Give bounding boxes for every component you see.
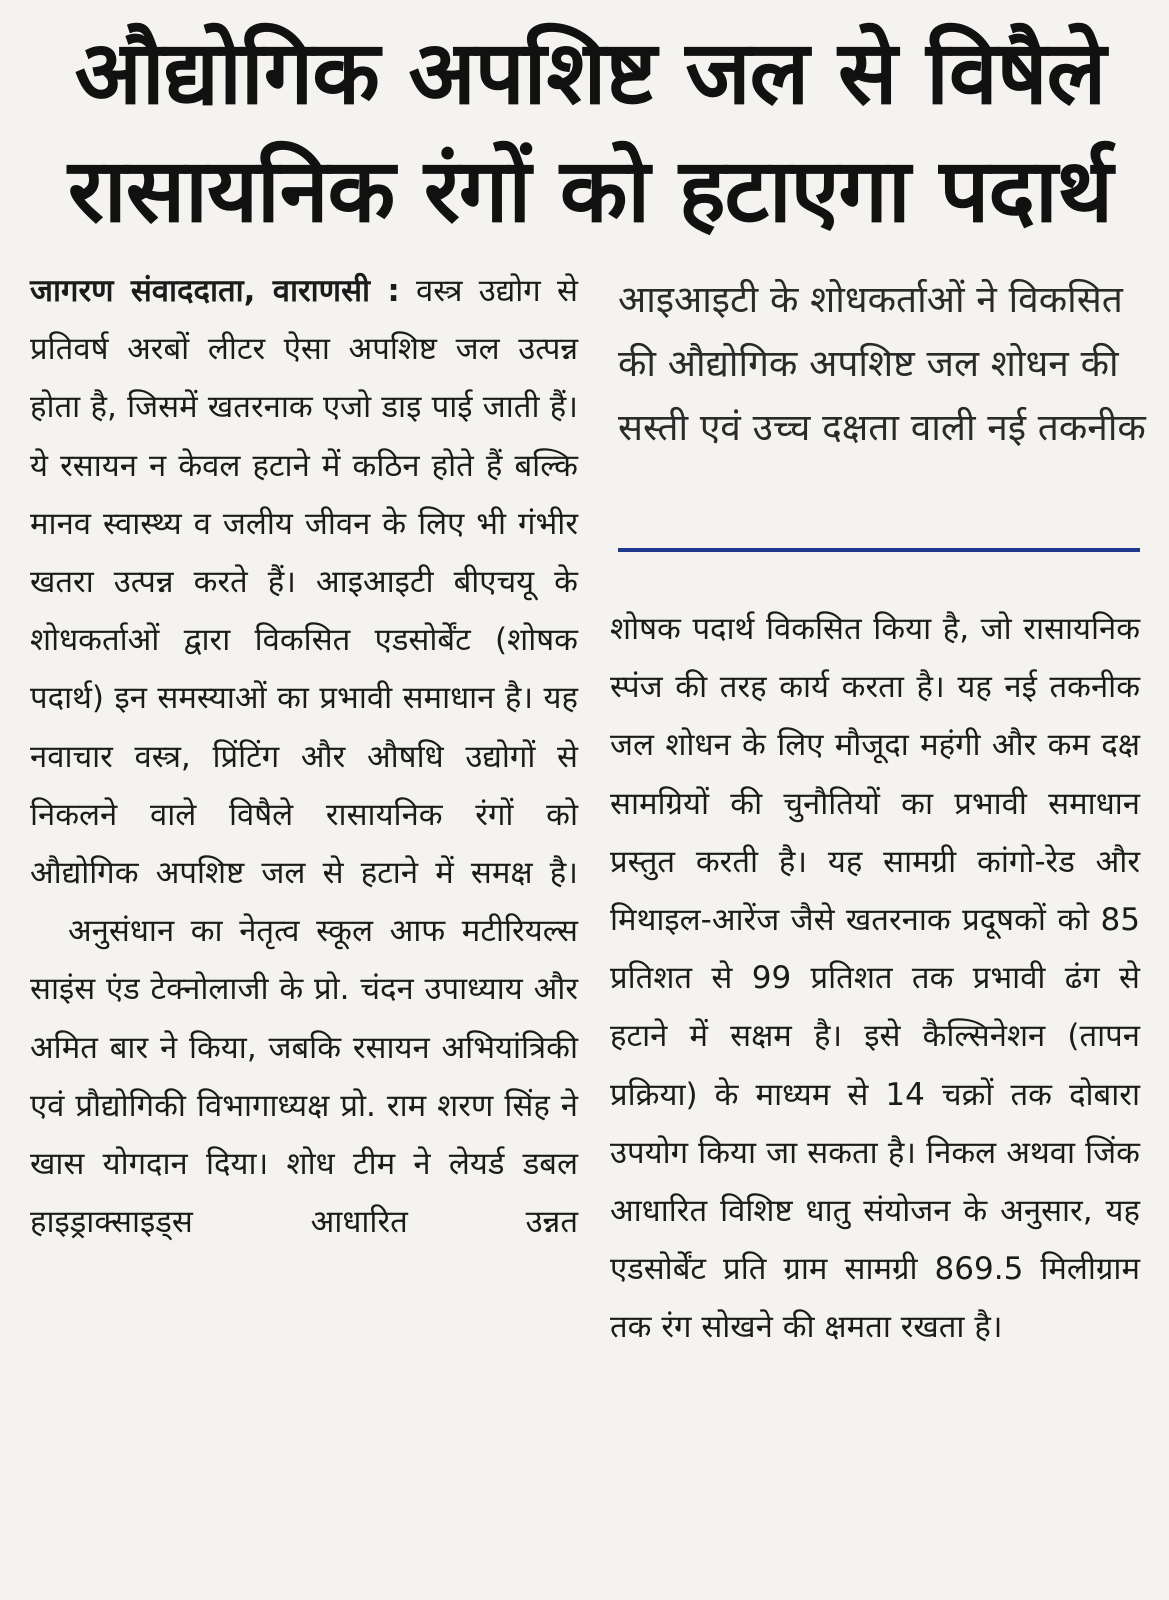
paragraph-1 [30, 262, 578, 902]
headline-line-1: औद्योगिक अपशिष्ट जल से विषैले [74, 21, 1106, 124]
deck-subheadline: आइआइटी के शोधकर्ताओं ने विकसित की औद्योगिक अपशिष्ट जल शोधन की सस्ती एवं उच्च दक्षता वाली नई तकनीक [618, 278, 1146, 449]
article-left-column [30, 262, 578, 1251]
headline-line-2: रासायनिक रंगों को हटाएगा पदार्थ [67, 139, 1113, 242]
paragraph-1-text: वस्त्र उद्योग से प्रतिवर्ष अरबों लीटर ऐसा अपशिष्ट जल उत्पन्न होता है, जिसमें खतरनाक एजो डाइ पाई जाती हैं। ये रसायन न केवल हटाने में कठिन होते हैं बल्कि मानव स्वास्थ्य व जलीय जीवन के लिए भी गंभीर खतरा उत्पन्न करते हैं। आइआइटी बीएचयू के शोधकर्ताओं द्वारा विकसित एडसोर्बेंट (शोषक पदार्थ) इन समस्याओं का प्रभावी समाधान है। यह नवाचार वस्त्र, प्रिंटिंग और औषधि उद्योगों से निकलने वाले विषैले रासायनिक रंगों को औद्योगिक अपशिष्ट जल से हटाने में समक्ष है। [30, 273, 578, 892]
article-right-column [610, 600, 1140, 1357]
deck-divider [618, 548, 1140, 552]
headline [40, 14, 1140, 250]
paragraph-3: शोषक पदार्थ विकसित किया है, जो रासायनिक स्पंज की तरह कार्य करता है। यह नई तकनीक जल शोधन के लिए मौजूदा महंगी और कम दक्ष सामग्रियों की चुनौतियों का प्रभावी समाधान प्रस्तुत करती है। यह सामग्री कांगो-रेड और मिथाइल-आरेंज जैसे खतरनाक प्रदूषकों को 85 प्रतिशत से 99 प्रतिशत तक प्रभावी ढंग से हटाने में सक्षम है। इसे कैल्सिनेशन (तापन प्रक्रिया) के माध्यम से 14 चक्रों तक दोबारा उपयोग किया जा सकता है। निकल अथवा जिंक आधारित विशिष्ट धातु संयोजन के अनुसार, यह एडसोर्बेंट प्रति ग्राम सामग्री 869.5 मिलीग्राम तक रंग सोखने की क्षमता रखता है। [610, 611, 1140, 1346]
paragraph-2: अनुसंधान का नेतृत्व स्कूल आफ मटीरियल्स साइंस एंड टेक्नोलाजी के प्रो. चंदन उपाध्याय और अमित बार ने किया, जबकि रसायन अभियांत्रिकी एवं प्रौद्योगिकी विभागाध्यक्ष प्रो. राम शरण सिंह ने खास योगदान दिया। शोध टीम ने लेयर्ड डबल हाइड्राक्साइड्स आधारित उन्नत [30, 913, 578, 1241]
byline: जागरण संवाददाता, वाराणसी : [30, 273, 400, 309]
